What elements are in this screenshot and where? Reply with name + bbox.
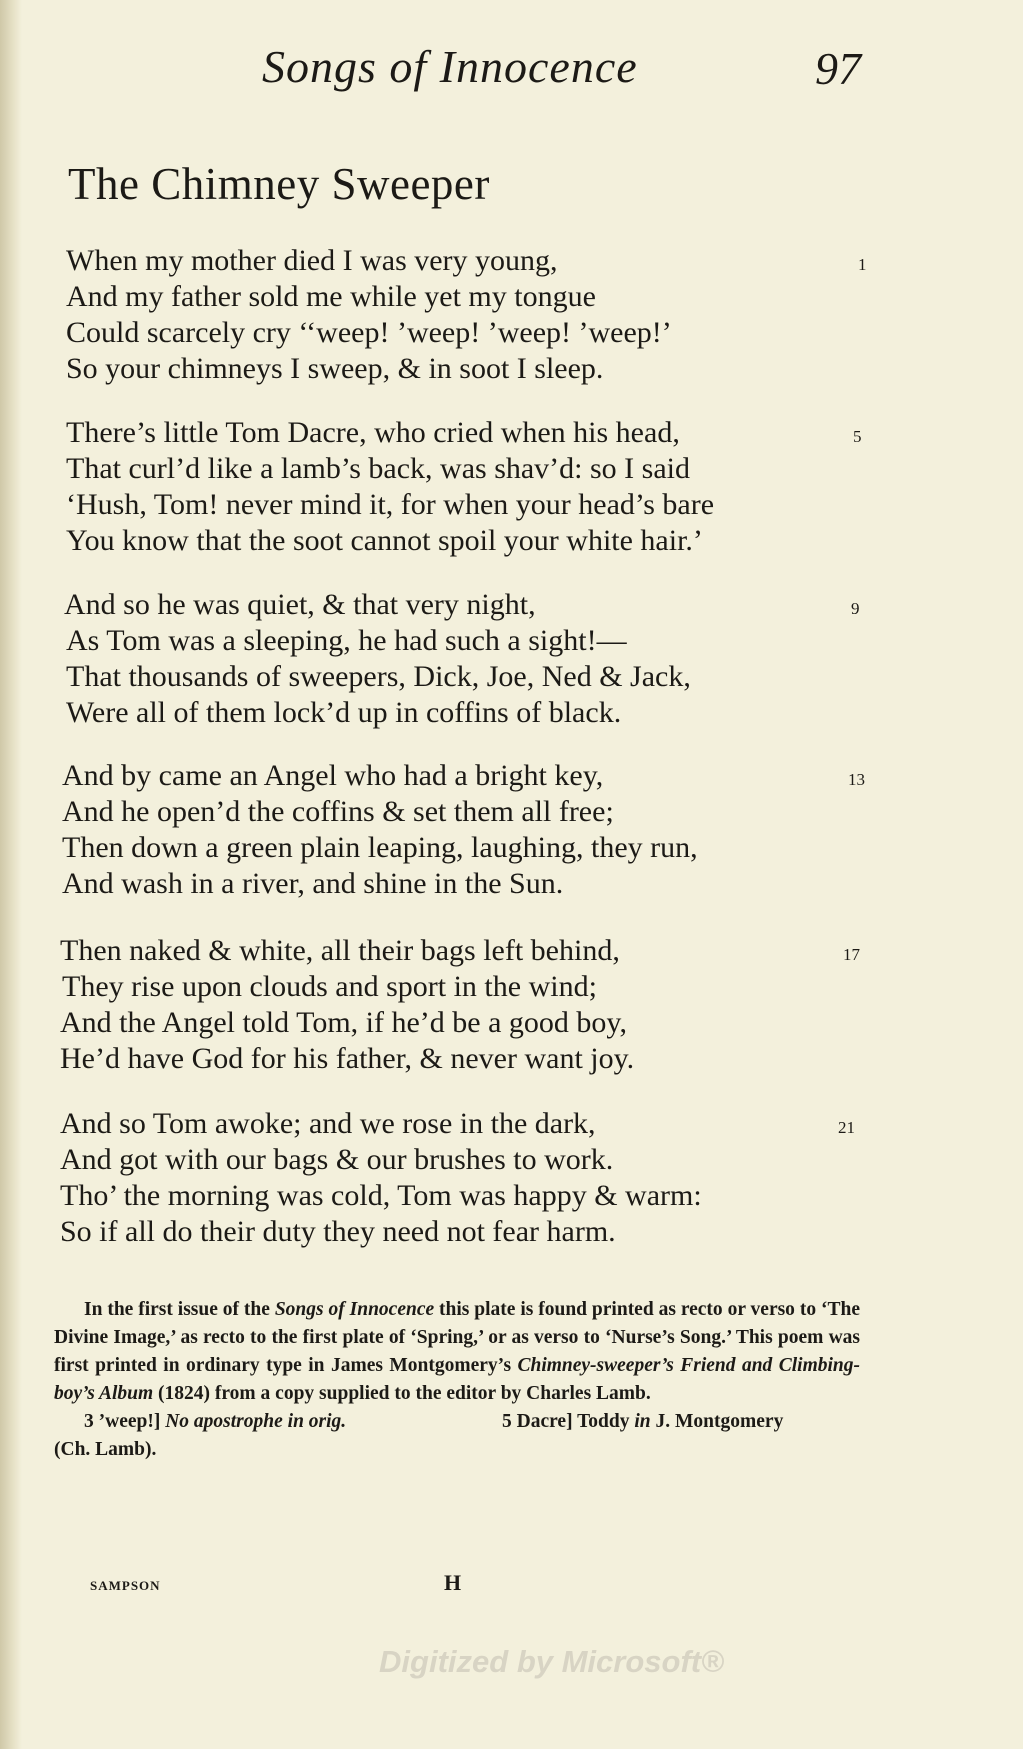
poem-line: That curl’d like a lamb’s back, was shav’d: so I said	[66, 452, 690, 485]
stanza	[66, 587, 886, 731]
poem-line: So your chimneys I sweep, & in soot I sleep.	[66, 352, 604, 385]
apparatus-in: in	[634, 1411, 651, 1432]
poem-line: You know that the soot cannot spoil your white hair.’	[66, 524, 703, 557]
line-number: 9	[851, 599, 860, 618]
notes-text: this plate is found printed as recto or verso to ‘The Divine Image,’ as recto to the first plate of ‘Spring,’ or as verso to ‘Nurse’s Song.’ This poem was first printed in ordinary type in James Montgomery’s	[54, 1299, 860, 1376]
poem-line: Tho’ the morning was cold, Tom was happy & warm:	[60, 1179, 702, 1212]
poem-line: Then down a green plain leaping, laughing, they run,	[62, 831, 698, 864]
apparatus-lemma: 5 Dacre] Toddy	[502, 1411, 635, 1432]
poem-line: And got with our bags & our brushes to work.	[60, 1143, 614, 1176]
poem-line: When my mother died I was very young,	[66, 244, 558, 277]
apparatus-entry-5	[502, 1408, 783, 1436]
poem-line: Could scarcely cry ‘‘weep! ’weep! ’weep! ’weep!’	[66, 316, 672, 349]
notes-text: In the first issue of the	[84, 1299, 275, 1320]
stanza	[60, 1106, 886, 1250]
apparatus-source: J. Montgomery	[650, 1411, 784, 1432]
gutter-shadow	[0, 0, 22, 1749]
poem-title: The Chimney Sweeper	[68, 159, 490, 209]
line-number: 21	[838, 1118, 855, 1137]
page-number: 97	[815, 43, 861, 94]
stanza	[66, 243, 886, 387]
printer-signature: SAMPSON	[90, 1578, 161, 1593]
poem-line: There’s little Tom Dacre, who cried when his head,	[66, 416, 680, 449]
line-number: 1	[858, 255, 867, 274]
stanza	[62, 758, 886, 902]
poem-line: And by came an Angel who had a bright key,	[62, 759, 604, 792]
poem-line: That thousands of sweepers, Dick, Joe, Ned & Jack,	[66, 660, 691, 693]
poem-line: And so he was quiet, & that very night,	[64, 588, 536, 621]
notes-italic-title: Chimney-sweeper’s Friend and Climbing-boy’s Album	[54, 1355, 860, 1404]
line-number: 17	[843, 945, 860, 964]
poem-line: As Tom was a sleeping, he had such a sight!—	[66, 624, 627, 657]
poem-line: And so Tom awoke; and we rose in the dark,	[60, 1107, 596, 1140]
poem-line: Then naked & white, all their bags left behind,	[60, 934, 620, 967]
poem-line: And he open’d the coffins & set them all free;	[62, 795, 614, 828]
textual-apparatus	[54, 1408, 860, 1436]
poem-line: So if all do their duty they need not fear harm.	[60, 1215, 616, 1248]
apparatus-note: No apostrophe in orig.	[165, 1411, 347, 1432]
stanza	[60, 933, 886, 1077]
poem-line: And the Angel told Tom, if he’d be a good boy,	[60, 1006, 627, 1039]
poem-line: He’d have God for his father, & never want joy.	[60, 1042, 635, 1075]
running-head-title: Songs of Innocence	[262, 41, 638, 92]
stanza	[66, 415, 886, 559]
poem-line: They rise upon clouds and sport in the wind;	[62, 970, 597, 1003]
notes-italic-title: Songs of Innocence	[274, 1299, 435, 1320]
apparatus-continuation: (Ch. Lamb).	[54, 1439, 157, 1460]
poem-line: ‘Hush, Tom! never mind it, for when your head’s bare	[66, 488, 715, 521]
editorial-notes	[54, 1296, 860, 1464]
watermark	[0, 1644, 1023, 1680]
notes-text: (1824) from a copy supplied to the editor by Charles Lamb.	[153, 1383, 651, 1404]
apparatus-lemma: 3 ’weep!]	[84, 1411, 166, 1432]
watermark-text: Digitized by Microsoft®	[379, 1644, 724, 1679]
apparatus-entry-3	[84, 1408, 346, 1436]
poem-line: And my father sold me while yet my tongue	[66, 280, 596, 313]
line-number: 13	[848, 770, 865, 789]
poem-line: Were all of them lock’d up in coffins of black.	[66, 696, 622, 729]
poem-line: And wash in a river, and shine in the Sun.	[62, 867, 564, 900]
signature-mark: H	[444, 1570, 462, 1595]
running-head	[0, 40, 1023, 100]
notes-paragraph	[54, 1296, 860, 1408]
line-number: 5	[853, 427, 862, 446]
